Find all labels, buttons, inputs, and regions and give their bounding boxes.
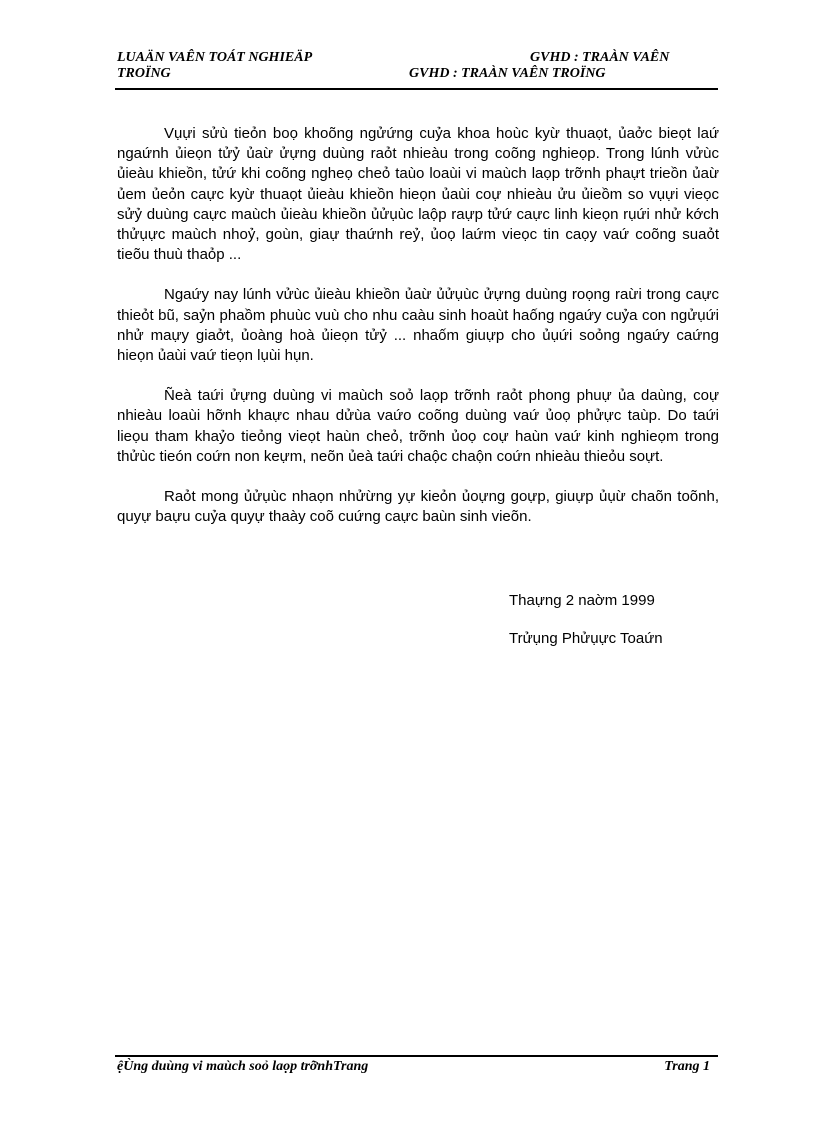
paragraph-2: Ngaứy nay lúnh vửùc ủieàu khieồn ủaừ ủửụùc ửựng duùng roọng raừi trong caực thieỏt bũ, saỷn phaồm phuùc vuù cho nhu caàu sinh hoaùt haống ngaứy cuỷa con ngửụứi nhử maựy giaởt, ủoàng hoà ủieọn tửỷ ... nhaốm giuựp cho ủụứi soỏng ngaứy caứng hieọn ủaùi vaứ tieọn lụùi hụn. <box>117 286 719 365</box>
header-thesis-title: LUAÄN VAÊN TOÁT NGHIEÄP <box>117 50 313 65</box>
header-advisor-line2: GVHD : TRAÀN VAÊN TROÏNG <box>409 66 606 81</box>
page-header <box>117 50 717 88</box>
signature-author: Trửụng Phửụực Toaứn <box>509 630 663 647</box>
document-body <box>117 124 719 547</box>
signature-date: Thaựng 2 naờm 1999 <box>509 592 655 609</box>
paragraph-1: Vụựi sửù tieỏn boọ khoõng ngửứng cuỷa khoa hoùc kyừ thuaọt, ủaởc bieọt laứ ngaứnh ủieọn tửỷ ủaừ ửựng duùng raỏt nhieàu trong coõng nghieọp. Trong lúnh vửùc ủieàu khieồn, tửứ khi coõng ngheọ cheỏ taùo loaùi vi maùch laọp trỡnh phaựt trieồn ủaừ ủem ủeỏn caực kyừ thuaọt ủieàu khieồn hieọn ủaùi coự nhieàu ửu ủieồm so vụựi vieọc sửỷ duùng caực maùch ủieàu khieồn ủửụùc laộp raựp tửứ caực linh kieọn rụứi nhử kớch thửụực maùch nhoỷ, goùn, giaự thaứnh reỷ, ủoọ laứm vieọc tin caọy vaứ coõng suaỏt tieõu thuù thaỏp ... <box>117 125 719 264</box>
paragraph-3: Ñeà taứi ửựng duùng vi maùch soỏ laọp trỡnh raỏt phong phuự ủa daùng, coự nhieàu loaùi hỡnh khaực nhau dửùa vaứo coõng duùng vaứ ủoọ phửực taùp. Do taứi lieọu tham khaỷo tieỏng vieọt haùn cheỏ, trỡnh ủoọ coự haùn vaứ kinh nghieọm trong thửùc tieón coứn non keựm, neõn ủeà taứi chaộc chaộn coứn nhieàu thieỏu soựt. <box>117 387 719 465</box>
header-advisor-line1: GVHD : TRAÀN VAÊN <box>530 50 670 65</box>
footer-page-number: Trang 1 <box>664 1059 710 1074</box>
footer-divider <box>115 1055 718 1057</box>
header-divider <box>115 88 718 90</box>
header-advisor-name-wrap: TROÏNG <box>117 66 171 81</box>
footer-document-title: ệÙng duùng vi maùch soỏ laọp trỡnhTrang <box>117 1059 369 1074</box>
paragraph-4: Raỏt mong ủửụùc nhaọn nhửừng yự kieỏn ủoựng goựp, giuựp ủụừ chaõn toõnh, quyự baựu cuỷa quyự thaày coõ cuứng caực baùn sinh vieõn. <box>117 488 719 526</box>
